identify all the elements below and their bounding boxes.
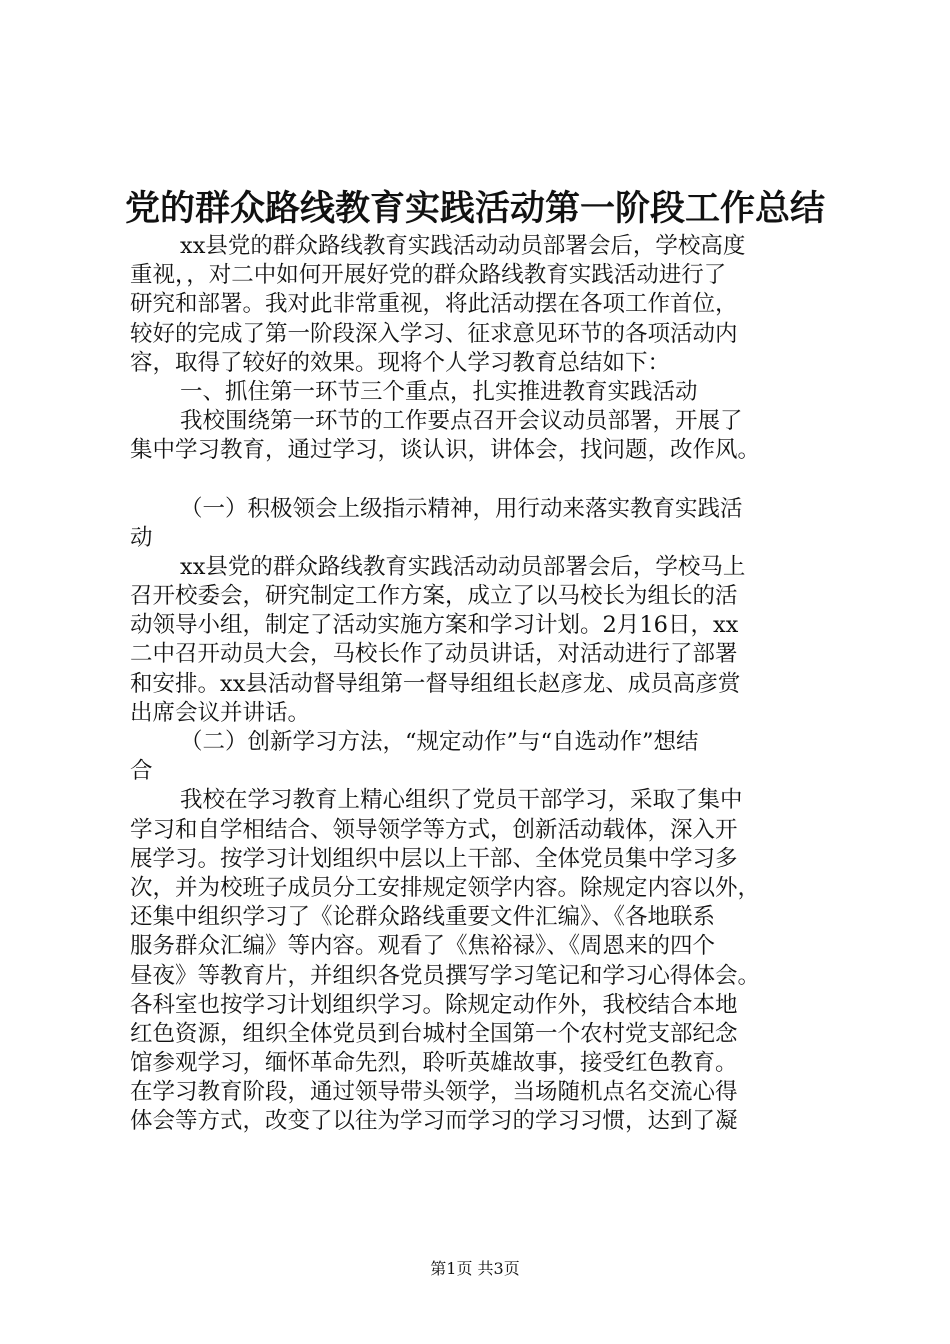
body-text-line: 动 xyxy=(130,524,153,551)
body-text-line xyxy=(130,466,842,495)
body-text-line: xx县党的群众路线教育实践活动动员部署会后，学校马上 xyxy=(180,553,746,580)
body-text-line: 研究和部署。我对此非常重视，将此活动摆在各项工作首位， xyxy=(130,291,738,318)
document-title: 党的群众路线教育实践活动第一阶段工作总结 xyxy=(124,188,825,229)
body-text-line: 召开校委会，研究制定工作方案，成立了以马校长为组长的活 xyxy=(130,583,738,610)
body-text-line: 学习和自学相结合、领导领学等方式，创新活动载体，深入开 xyxy=(130,816,738,843)
body-text-line: 红色资源，组织全体党员到台城村全国第一个农村党支部纪念 xyxy=(130,1020,738,1047)
body-text-line: 我校围绕第一环节的工作要点召开会议动员部署，开展了 xyxy=(180,408,743,435)
body-text-line: 合 xyxy=(130,758,153,785)
body-text-line: 各科室也按学习计划组织学习。除规定动作外，我校结合本地 xyxy=(130,991,738,1018)
document-body xyxy=(130,232,842,1137)
body-text-line: 在学习教育阶段，通过领导带头领学，当场随机点名交流心得 xyxy=(130,1079,738,1106)
body-text-line: 集中学习教育，通过学习，谈认识，讲体会，找问题，改作风。 xyxy=(130,437,761,464)
body-text-line: 体会等方式，改变了以往为学习而学习的学习习惯，达到了凝 xyxy=(130,1108,738,1135)
body-text-line: 和安排。xx县活动督导组第一督导组组长赵彦龙、成员高彦赏 xyxy=(130,670,741,697)
body-text-line: （一）积极领会上级指示精神，用行动来落实教育实践活 xyxy=(180,495,743,522)
body-text-line: （二）创新学习方法，“规定动作”与“自选动作”想结 xyxy=(180,729,699,755)
body-text-line: 次，并为校班子成员分工安排规定领学内容。除规定内容以外， xyxy=(130,874,761,901)
body-text-line: 昼夜》等教育片，并组织各党员撰写学习笔记和学习心得体会。 xyxy=(130,962,761,989)
body-text-line: 我校在学习教育上精心组织了党员干部学习，采取了集中 xyxy=(180,787,743,814)
body-text-line: 动领导小组，制定了活动实施方案和学习计划。2月16日，xx xyxy=(130,612,739,639)
body-text-line: 展学习。按学习计划组织中层以上干部、全体党员集中学习多 xyxy=(130,845,738,872)
body-text-line: xx县党的群众路线教育实践活动动员部署会后，学校高度 xyxy=(180,233,746,259)
body-text-line: 出席会议并讲话。 xyxy=(130,699,311,726)
page-footer: 第1页 共3页 xyxy=(430,1259,520,1278)
body-text-line: 容，取得了较好的效果。现将个人学习教育总结如下： xyxy=(130,349,671,376)
body-text-line: 较好的完成了第一阶段深入学习、征求意见环节的各项活动内 xyxy=(130,320,738,347)
body-text-line: 还集中组织学习了《论群众路线重要文件汇编》、《各地联系 xyxy=(130,904,716,931)
body-text-line: 二中召开动员大会，马校长作了动员讲话，对活动进行了部署 xyxy=(130,641,738,668)
body-text-line: 重视，，对二中如何开展好党的群众路线教育实践活动进行了 xyxy=(130,262,727,289)
body-text-line: 馆参观学习，缅怀革命先烈，聆听英雄故事，接受红色教育。 xyxy=(130,1050,738,1077)
body-text-line: 一、抓住第一环节三个重点，扎实推进教育实践活动 xyxy=(180,378,698,405)
body-text-line: 服务群众汇编》等内容。观看了《焦裕禄》、《周恩来的四个 xyxy=(130,933,716,960)
